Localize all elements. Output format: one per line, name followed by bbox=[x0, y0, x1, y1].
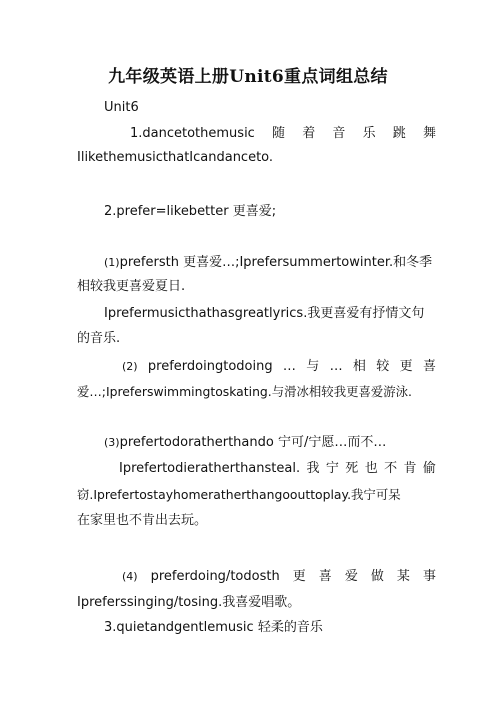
sub-3-part: 不 bbox=[384, 461, 398, 476]
sub-4-part: 喜 bbox=[318, 569, 332, 584]
item-1-gloss-char: 着 bbox=[302, 126, 316, 141]
item-1-gloss-char: 舞 bbox=[422, 126, 436, 141]
sub-3-part: 死 bbox=[345, 461, 359, 476]
sub-2-line-1 bbox=[122, 358, 436, 376]
sub-4-part: preferdoing/todosth bbox=[150, 569, 280, 584]
sub-2-number: (2) bbox=[122, 360, 138, 373]
sub-3-line-4: 在家里也不肯出去玩。 bbox=[77, 513, 208, 528]
sub-3-part: 也 bbox=[364, 461, 378, 476]
sub-3-number: (3) bbox=[104, 436, 120, 449]
sub-1-text: prefersth 更喜爱…;Iprefersummertowinter.和冬季 bbox=[119, 255, 433, 270]
sub-4-line-2: Ipreferssinging/tosing.我喜爱唱歌。 bbox=[77, 595, 301, 610]
sub-2-part: … bbox=[282, 359, 296, 374]
sub-4-number: (4) bbox=[122, 570, 138, 583]
sub-2-part: … bbox=[329, 359, 343, 374]
sub-4-part: 更 bbox=[292, 569, 306, 584]
sub-2-part: 相 bbox=[352, 359, 366, 374]
sub-3-part: 宁 bbox=[325, 461, 339, 476]
sub-4-part: 爱 bbox=[344, 569, 358, 584]
sub-3-line-1 bbox=[104, 434, 386, 452]
sub-3-part: 肯 bbox=[403, 461, 417, 476]
item-1-example: IlikethemusicthatIcandanceto. bbox=[77, 150, 274, 165]
item-1-gloss-char: 音 bbox=[332, 126, 346, 141]
sub-1-line-2: 相较我更喜爱夏日. bbox=[77, 279, 186, 294]
sub-2-part: 与 bbox=[306, 359, 320, 374]
sub-1-line-3: Iprefermusicthathasgreatlyrics.我更喜爱有抒情文句 bbox=[104, 306, 425, 321]
sub-2-part: preferdoingtodoing bbox=[147, 359, 273, 374]
sub-2-line-2: 爱…;Ipreferswimmingtoskating.与滑冰相较我更喜爱游泳. bbox=[77, 384, 412, 399]
sub-2-part: 更 bbox=[399, 359, 413, 374]
sub-3-part: Iprefertodieratherthansteal. bbox=[119, 461, 301, 476]
sub-1-line-4: 的音乐. bbox=[77, 331, 121, 346]
sub-2-part: 喜 bbox=[422, 359, 436, 374]
sub-3-line-2 bbox=[119, 460, 436, 478]
sub-3-line-3: 窃.Iprefertostayhomeratherthangoouttoplay.我宁可呆 bbox=[77, 487, 401, 502]
sub-3-part: 偷 bbox=[422, 461, 436, 476]
item-1-line bbox=[130, 125, 436, 143]
sub-3-text: prefertodoratherthando 宁可/宁愿…而不… bbox=[119, 435, 387, 450]
sub-1-line-1 bbox=[104, 254, 432, 272]
sub-2-part: 较 bbox=[376, 359, 390, 374]
item-1-gloss-char: 乐 bbox=[362, 126, 376, 141]
item-3-text: 3.quietandgentlemusic 轻柔的音乐 bbox=[104, 620, 323, 635]
item-2-text: 2.prefer=likebetter 更喜爱; bbox=[104, 204, 277, 219]
unit-heading: Unit6 bbox=[104, 100, 139, 115]
document-title: 九年级英语上册Unit6重点词组总结 bbox=[108, 67, 388, 87]
item-1-gloss-char: 跳 bbox=[392, 126, 406, 141]
sub-4-part: 做 bbox=[370, 569, 384, 584]
sub-4-part: 某 bbox=[396, 569, 410, 584]
sub-4-part: 事 bbox=[422, 569, 436, 584]
sub-3-part: 我 bbox=[306, 461, 320, 476]
sub-4-line-1 bbox=[122, 568, 436, 586]
item-1-gloss-char: 随 bbox=[272, 126, 286, 141]
sub-1-number: (1) bbox=[104, 256, 120, 269]
item-1-head: 1.dancetothemusic bbox=[130, 126, 255, 141]
